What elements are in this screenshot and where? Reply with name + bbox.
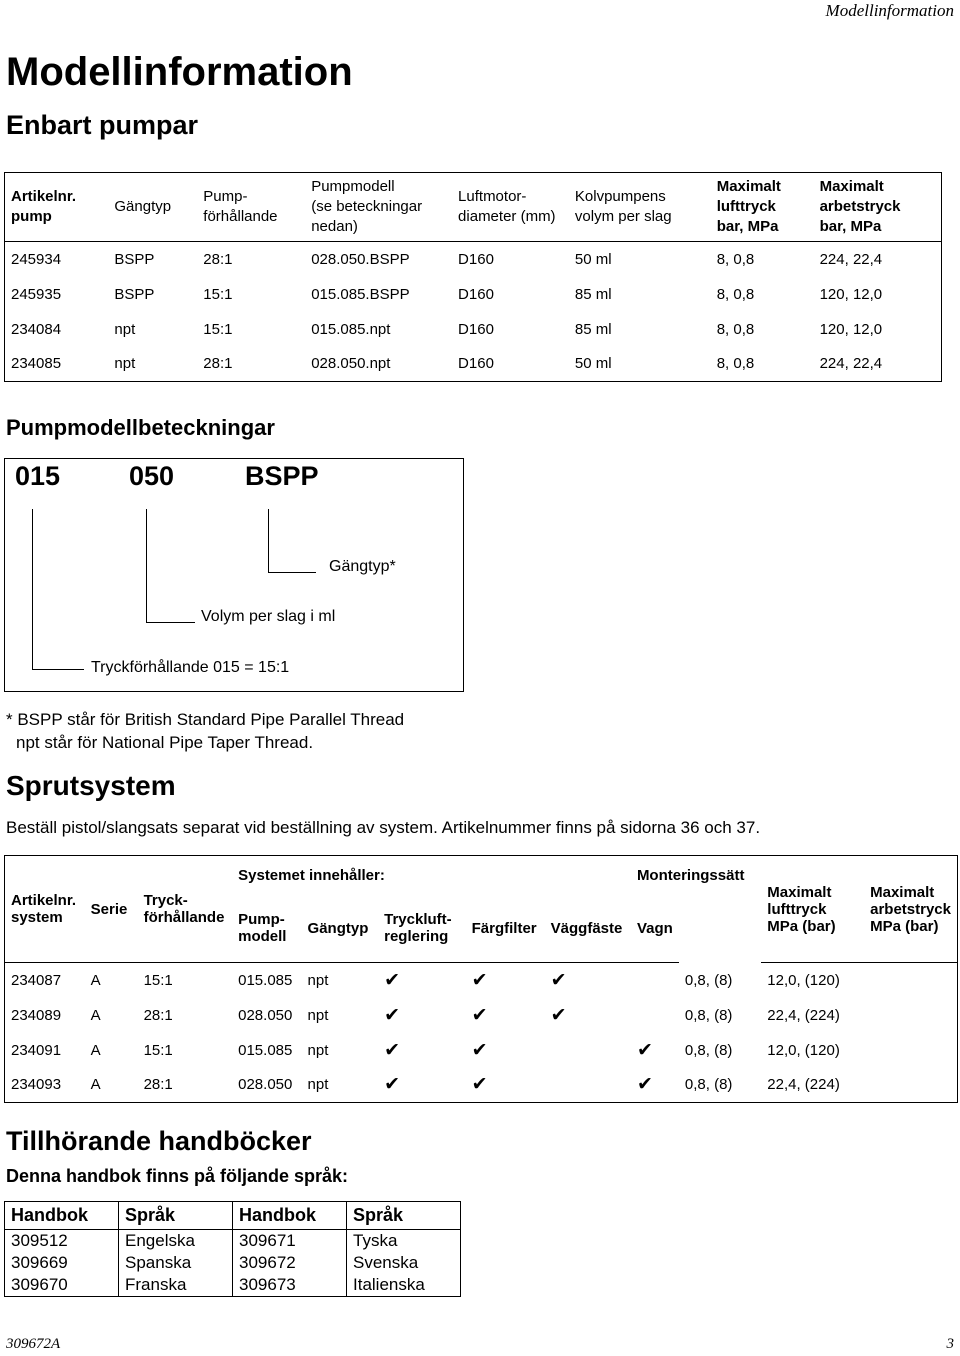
table-cell: Spanska (119, 1252, 233, 1274)
table-cell: 8, 0,8 (716, 285, 755, 303)
table-cell: A (90, 1006, 101, 1024)
manuals-header-cell: Handbok (5, 1202, 119, 1230)
system-table (4, 855, 958, 1103)
pump-table (4, 172, 942, 382)
table-cell: 028.050.npt (305, 347, 452, 382)
table-cell: 0,8, (8) (684, 1041, 733, 1059)
table-cell: npt (307, 971, 329, 989)
table-cell: 28:1 (203, 250, 233, 268)
check-icon: ✔ (550, 969, 567, 991)
sys-header-pump-model: Pump- modell (232, 894, 301, 963)
table-cell: 28:1 (143, 1006, 173, 1024)
table-cell: D160 (458, 320, 494, 338)
check-icon: ✔ (550, 1004, 567, 1026)
table-cell: 0,8, (8) (684, 971, 733, 989)
table-row (5, 1230, 461, 1253)
model-designations-heading: Pumpmodellbeteckningar (6, 415, 275, 440)
connector-line (268, 572, 316, 573)
table-cell: 028.050 (238, 1006, 293, 1024)
footnote-line: * BSPP står för British Standard Pipe Parallel Thread (6, 710, 405, 729)
table-cell: Svenska (347, 1252, 461, 1274)
page-title: Modellinformation (6, 50, 353, 94)
connector-line (146, 509, 147, 623)
page-number: 3 (946, 1336, 954, 1352)
table-cell (631, 963, 679, 998)
sys-header-ratio: Tryck- förhållande (138, 856, 233, 963)
check-icon: ✔ (471, 1004, 488, 1026)
pump-header-cell: Gängtyp (108, 173, 197, 242)
table-cell: 0,8, (8) (684, 1076, 733, 1094)
pump-header-cell: Luftmotor- diameter (mm) (452, 173, 569, 242)
table-cell: A (90, 1076, 101, 1094)
sys-header-air-reg: Tryckluft- reglering (378, 894, 465, 963)
check-icon: ✔ (471, 969, 488, 991)
table-cell: 309673 (233, 1274, 347, 1297)
table-cell: 309669 (5, 1252, 119, 1274)
table-cell: A (90, 1041, 101, 1059)
table-cell: 22,4, (224) (767, 1076, 840, 1094)
table-cell: 015.085.BSPP (311, 285, 410, 303)
table-cell: Italienska (347, 1274, 461, 1297)
check-icon: ✔ (384, 1039, 401, 1061)
table-cell: 028.050.BSPP (311, 250, 410, 268)
manuals-header-cell: Språk (347, 1202, 461, 1230)
table-cell: npt (114, 320, 136, 338)
table-cell: 8, 0,8 (716, 250, 755, 268)
sys-header-wall: Väggfäste (545, 894, 631, 963)
table-cell: 28:1 (143, 1076, 173, 1094)
table-row (5, 1274, 461, 1297)
table-cell: 12,0, (120) (767, 1041, 840, 1059)
connector-line (32, 669, 84, 670)
manuals-heading: Tillhörande handböcker (6, 1126, 312, 1156)
table-cell: Engelska (119, 1230, 233, 1253)
pump-table-header (5, 173, 942, 242)
table-row (5, 998, 958, 1033)
running-header: Modellinformation (825, 1, 954, 20)
connector-line (32, 509, 33, 670)
table-cell: npt (307, 1041, 329, 1059)
pump-header-cell: Maximalt lufttryck bar, MPa (711, 173, 814, 242)
table-cell: 15:1 (203, 285, 233, 303)
doc-number: 309672A (6, 1336, 61, 1352)
table-row (5, 277, 942, 312)
manuals-header-cell: Språk (119, 1202, 233, 1230)
pump-header-cell: Pump- förhållande (197, 173, 305, 242)
thread-footnote (6, 708, 404, 754)
table-cell: 120, 12,0 (814, 277, 942, 312)
table-cell: 234084 (5, 312, 109, 347)
table-cell: 234093 (11, 1076, 62, 1094)
code-part-thread: BSPP (245, 461, 319, 491)
pump-header-cell: Kolvpumpens volym per slag (569, 173, 711, 242)
table-cell: npt (307, 1006, 329, 1024)
table-cell: 0,8, (8) (684, 1006, 733, 1024)
table-cell: npt (307, 1076, 329, 1094)
sys-header-mounting: Monteringssätt (636, 866, 745, 884)
table-cell: 15:1 (143, 971, 173, 989)
table-cell: BSPP (114, 285, 155, 303)
table-cell: 028.050 (238, 1076, 293, 1094)
sys-header-series: Serie (85, 856, 138, 963)
pump-header-cell: Pumpmodell (se beteckningar nedan) (305, 173, 452, 242)
table-cell: 245935 (5, 277, 109, 312)
code-part-ratio: 015 (15, 461, 61, 491)
footnote-line: npt står för National Pipe Taper Thread. (16, 733, 314, 752)
sys-header-article: Artikelnr. system (5, 856, 85, 963)
table-cell: 309512 (5, 1230, 119, 1253)
table-cell: 224, 22,4 (814, 242, 942, 277)
spray-system-text: Beställ pistol/slangsats separat vid beställning av system. Artikelnummer finns på sidorna 36 och 37. (6, 818, 761, 837)
check-icon: ✔ (471, 1039, 488, 1061)
table-cell (545, 1033, 631, 1068)
table-cell: D160 (458, 285, 494, 303)
table-row (5, 312, 942, 347)
table-cell: 8, 0,8 (716, 320, 755, 338)
table-row (5, 1252, 461, 1274)
manuals-header-cell: Handbok (233, 1202, 347, 1230)
table-cell: Franska (119, 1274, 233, 1297)
table-cell: 309670 (5, 1274, 119, 1297)
table-cell (545, 1068, 631, 1103)
table-cell: 15:1 (203, 320, 233, 338)
code-part-volume: 050 (129, 461, 175, 491)
table-cell: BSPP (114, 250, 155, 268)
table-row (5, 1033, 958, 1068)
sys-header-contains: Systemet innehåller: (238, 866, 385, 884)
sys-header-cart: Vagn (631, 894, 679, 963)
table-cell: 309672 (233, 1252, 347, 1274)
check-icon: ✔ (636, 1074, 653, 1096)
table-cell: 309671 (233, 1230, 347, 1253)
table-row (5, 963, 958, 998)
table-cell: 85 ml (574, 285, 612, 303)
pump-header-cell: Artikelnr. pump (5, 173, 109, 242)
table-cell: 22,4, (224) (767, 1006, 840, 1024)
thread-label: Gängtyp* (329, 558, 396, 575)
ratio-label: Tryckförhållande 015 = 15:1 (91, 659, 290, 676)
connector-line (146, 622, 195, 623)
volume-label: Volym per slag i ml (201, 608, 336, 625)
table-cell: 28:1 (197, 347, 305, 382)
table-row (5, 1068, 958, 1103)
table-cell: 245934 (5, 242, 109, 277)
table-cell: 15:1 (143, 1041, 173, 1059)
spray-system-heading: Sprutsystem (6, 770, 176, 801)
manuals-header-row (5, 1202, 461, 1230)
table-cell (631, 998, 679, 1033)
table-cell: 234085 (5, 347, 109, 382)
sys-header-thread: Gängtyp (302, 894, 379, 963)
check-icon: ✔ (384, 969, 401, 991)
table-cell: D160 (458, 250, 494, 268)
table-cell: Tyska (347, 1230, 461, 1253)
table-cell: 015.085.npt (311, 320, 391, 338)
sys-header-max-work: Maximalt arbetstryck MPa (bar) (864, 856, 957, 963)
model-designation-diagram (4, 458, 464, 692)
check-icon: ✔ (471, 1074, 488, 1096)
check-icon: ✔ (384, 1074, 401, 1096)
table-cell: 50 ml (569, 347, 711, 382)
table-cell: npt (108, 347, 197, 382)
table-row (5, 242, 942, 277)
manuals-subheading: Denna handbok finns på följande språk: (6, 1166, 349, 1186)
table-cell: D160 (452, 347, 569, 382)
table-cell: 8, 0,8 (711, 347, 814, 382)
table-cell: 015.085 (238, 971, 293, 989)
manuals-table (4, 1201, 461, 1297)
check-icon: ✔ (384, 1004, 401, 1026)
check-icon: ✔ (636, 1039, 653, 1061)
sys-header-max-air: Maximalt lufttryck MPa (bar) (761, 856, 864, 963)
table-cell: A (90, 971, 101, 989)
table-cell: 50 ml (574, 250, 612, 268)
table-cell: 85 ml (574, 320, 612, 338)
table-cell: 120, 12,0 (814, 312, 942, 347)
table-cell: 12,0, (120) (767, 971, 840, 989)
page-subtitle: Enbart pumpar (6, 110, 199, 140)
table-cell: 224, 22,4 (814, 347, 942, 382)
table-cell: 234089 (11, 1006, 62, 1024)
table-cell: 234087 (11, 971, 62, 989)
table-cell: 015.085 (238, 1041, 293, 1059)
pump-header-cell: Maximalt arbetstryck bar, MPa (814, 173, 942, 242)
table-cell: 234091 (11, 1041, 62, 1059)
table-row (5, 347, 942, 382)
connector-line (268, 509, 269, 573)
sys-header-paint-filter: Färgfilter (466, 894, 545, 963)
